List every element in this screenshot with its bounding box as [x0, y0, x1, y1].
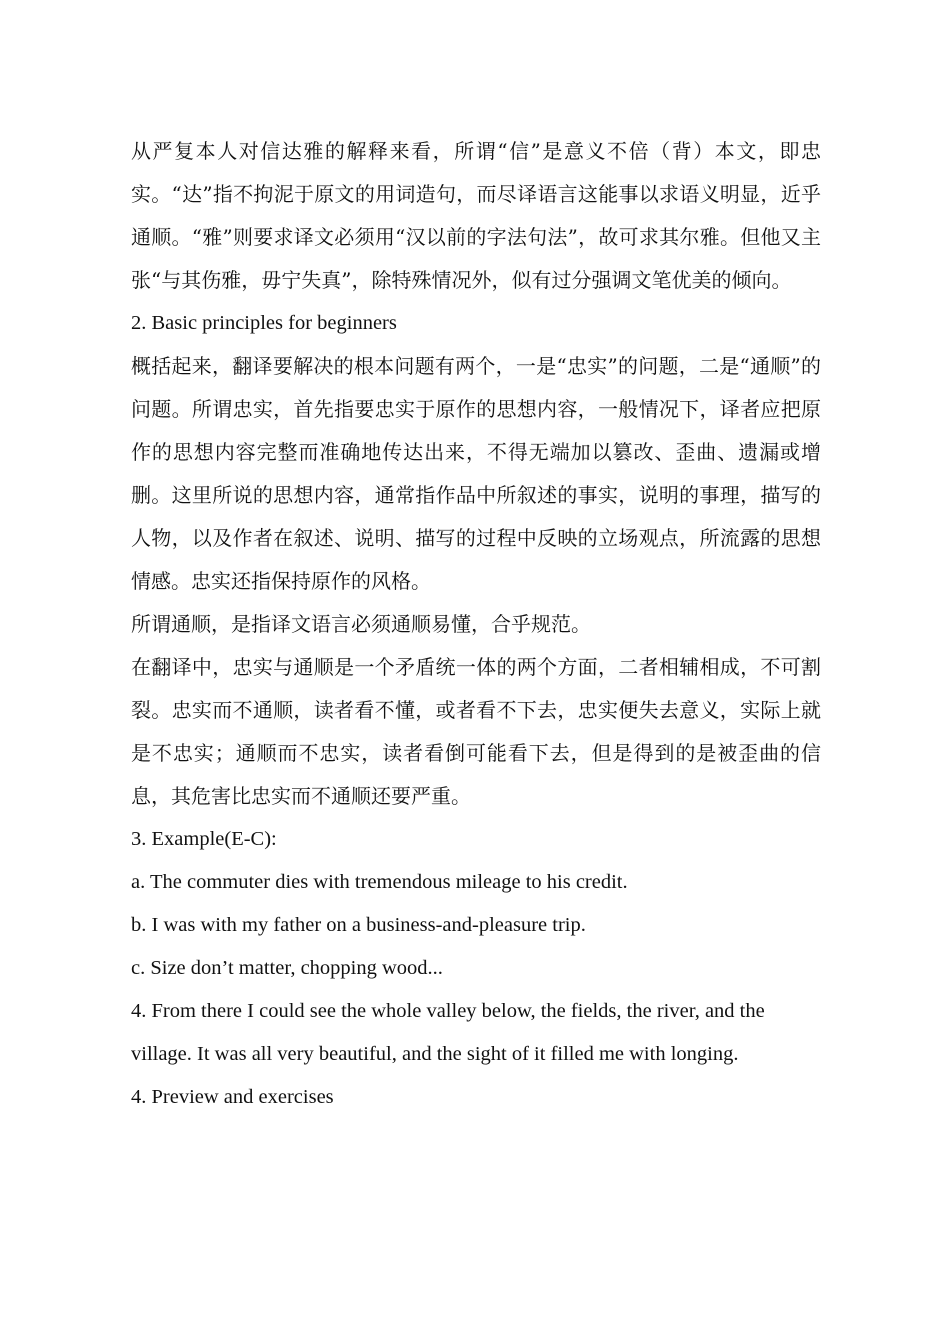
paragraph-yan-fu-explanation: 从严复本人对信达雅的解释来看，所谓“信”是意义不倍（背）本文，即忠实。“达”指不拘泥于原文的用词造句，而尽译语言这能事以求语义明显，近乎通顺。“雅”则要求译文必须用“汉以前的字法句法”，故可求其尔雅。但他又主张“与其伤雅，毋宁失真”，除特殊情况外，似有过分强调文笔优美的倾向。 [131, 139, 821, 292]
paragraph-unity: 在翻译中，忠实与通顺是一个矛盾统一体的两个方面，二者相辅相成，不可割裂。忠实而不通顺，读者看不懂，或者看不下去，忠实便失去意义，实际上就是不忠实；通顺而不忠实，读者看倒可能看下去，但是得到的是被歪曲的信息，其危害比忠实而不通顺还要严重。 [131, 655, 821, 808]
heading-basic-principles: 2. Basic principles for beginners [131, 312, 397, 334]
example-a: a. The commuter dies with tremendous mileage to his credit. [131, 871, 628, 893]
paragraph-faithfulness: 概括起来，翻译要解决的根本问题有两个，一是“忠实”的问题，二是“通顺”的问题。所谓忠实，首先指要忠实于原作的思想内容，一般情况下，译者应把原作的思想内容完整而准确地传达出来，不得无端加以篡改、歪曲、遗漏或增删。这里所说的思想内容，通常指作品中所叙述的事实，说明的事理，描写的人物，以及作者在叙述、说明、描写的过程中反映的立场观点，所流露的思想情感。忠实还指保持原作的风格。 [131, 354, 821, 593]
example-b: b. I was with my father on a business-and-pleasure trip. [131, 914, 586, 936]
heading-preview-exercises: 4. Preview and exercises [131, 1086, 334, 1108]
example-c: c. Size don’t matter, chopping wood... [131, 957, 443, 979]
document-body [131, 130, 821, 1119]
example-4-valley: 4. From there I could see the whole valley below, the fields, the river, and the village. It was all very beautiful, and the sight of it filled me with longing. [131, 1000, 765, 1065]
heading-examples: 3. Example(E-C): [131, 828, 277, 850]
paragraph-fluency: 所谓通顺，是指译文语言必须通顺易懂，合乎规范。 [131, 612, 591, 636]
